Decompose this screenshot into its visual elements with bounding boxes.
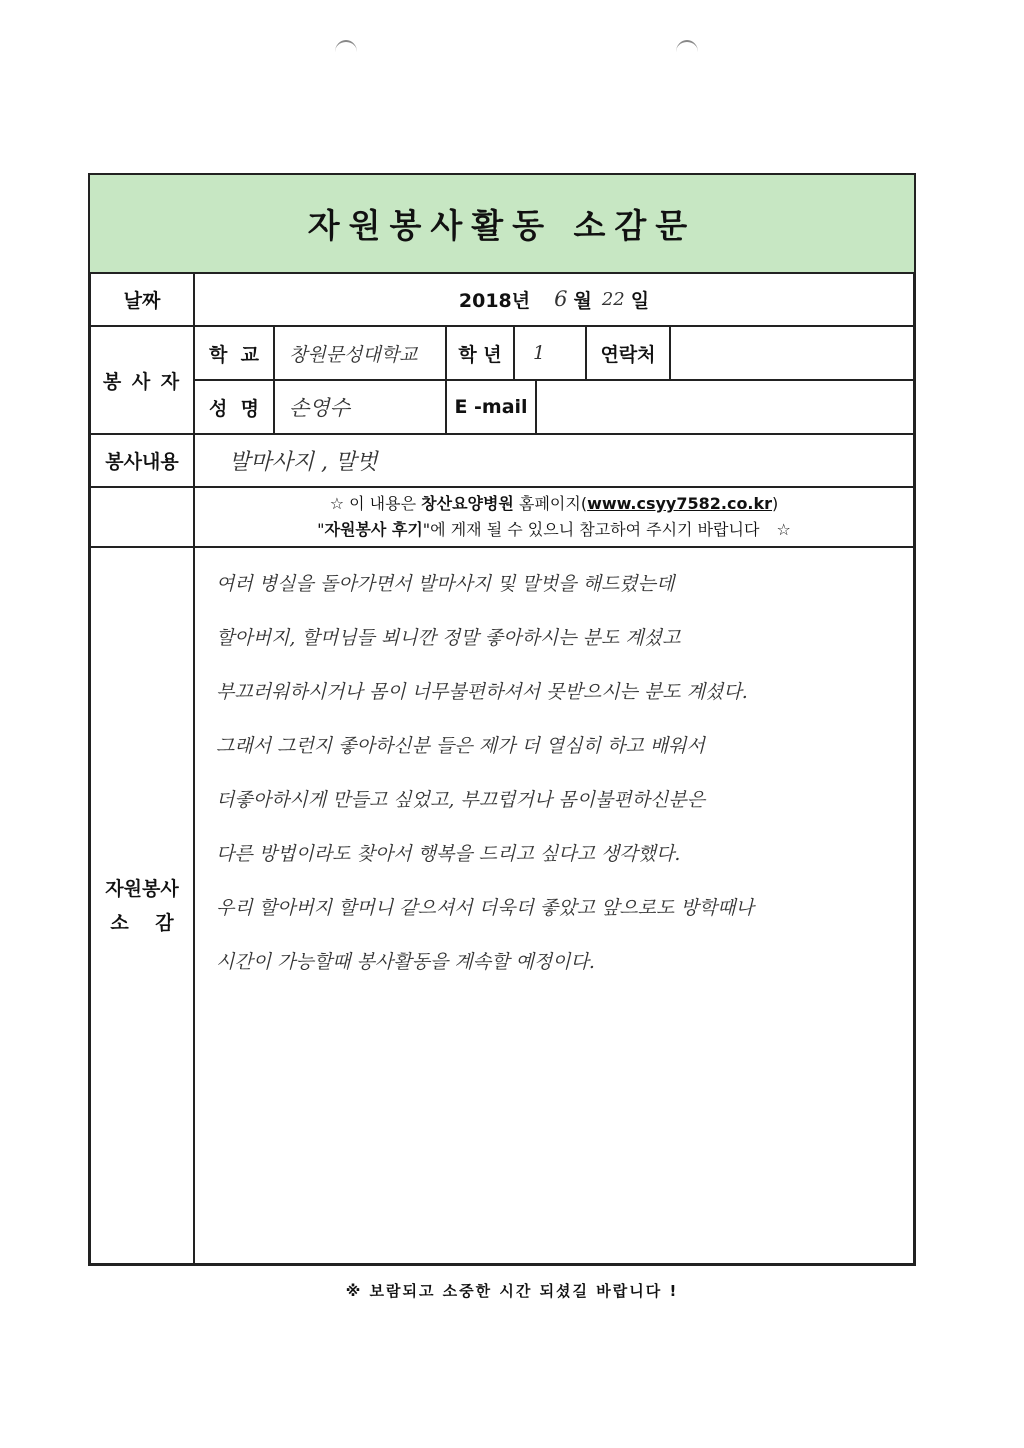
paren-close: ) [772, 494, 779, 513]
date-year: 2018년 [458, 289, 531, 312]
impression-line: 더좋아하시게 만들고 싶었고, 부끄럽거나 몸이불편하신분은 [216, 789, 706, 811]
date-day-unit: 일 [630, 289, 650, 312]
impression-line: 그래서 그런지 좋아하신분 들은 제가 더 열심히 하고 배워서 [216, 735, 705, 757]
date-day-value: 22 [601, 288, 625, 310]
service-label: 봉사내용 [90, 434, 194, 487]
contact-value [670, 326, 914, 380]
impressions-label-line-2: 소 감 [110, 911, 174, 934]
impression-line: 다른 방법이라도 찾아서 행복을 드리고 싶다고 생각했다. [216, 843, 681, 865]
footer-message: ※ 보람되고 소중한 시간 되셨길 바랍니다 ! [345, 1282, 679, 1300]
grade-value: 1 [514, 326, 586, 380]
impression-line: 여러 병실을 돌아가면서 발마사지 및 말벗을 해드렸는데 [216, 573, 675, 595]
email-label: E -mail [446, 380, 536, 434]
date-value [194, 272, 914, 326]
email-value [536, 380, 914, 434]
notice-line-2 [194, 517, 914, 543]
star-icon: ☆ [329, 494, 345, 513]
school-label: 학 교 [194, 326, 274, 380]
quote-close: " [422, 520, 431, 539]
impression-line: 시간이 가능할때 봉사활동을 계속할 예정이다. [216, 951, 595, 973]
notice-text: 이 내용은 [349, 494, 417, 513]
grade-label: 학 년 [446, 326, 514, 380]
impression-line: 우리 할아버지 할머니 같으셔서 더욱더 좋았고 앞으로도 방학때나 [216, 897, 754, 919]
notice-text-2: 에 게재 될 수 있으니 참고하여 주시기 바랍니다 [430, 520, 760, 539]
notice-line-1 [194, 491, 914, 517]
homepage-text: 홈페이지( [519, 494, 588, 513]
review-label: 자원봉사 후기 [324, 520, 423, 539]
name-value: 손영수 [274, 380, 446, 434]
service-value: 발마사지 , 말벗 [194, 434, 914, 487]
form-title: 자원봉사활동 소감문 [90, 175, 914, 274]
impression-line: 부끄러워하시거나 몸이 너무불편하셔서 못받으시는 분도 계셨다. [216, 681, 748, 703]
date-label: 날짜 [90, 272, 194, 326]
star-icon: ☆ [776, 520, 791, 539]
quote-open: " [317, 520, 325, 539]
homepage-link[interactable]: www.csyy7582.co.kr [587, 494, 773, 513]
school-value: 창원문성대학교 [274, 326, 446, 380]
punch-hole-right [676, 40, 698, 64]
impressions-body [194, 547, 914, 1264]
contact-label: 연락처 [586, 326, 670, 380]
volunteer-review-form [88, 173, 916, 1266]
impression-line: 할아버지, 할머님들 뵈니깐 정말 좋아하시는 분도 계셨고 [216, 627, 681, 649]
date-month-unit: 월 [573, 289, 592, 312]
date-month-value: 6 [554, 287, 568, 311]
notice-left-blank [90, 487, 194, 547]
volunteer-section-label: 봉 사 자 [90, 326, 194, 434]
notice [194, 485, 914, 545]
impressions-label-line-1: 자원봉사 [105, 877, 179, 900]
hospital-name: 창산요양병원 [421, 494, 514, 513]
impressions-label [90, 547, 194, 1264]
name-label: 성 명 [194, 380, 274, 434]
punch-hole-left [335, 40, 357, 64]
